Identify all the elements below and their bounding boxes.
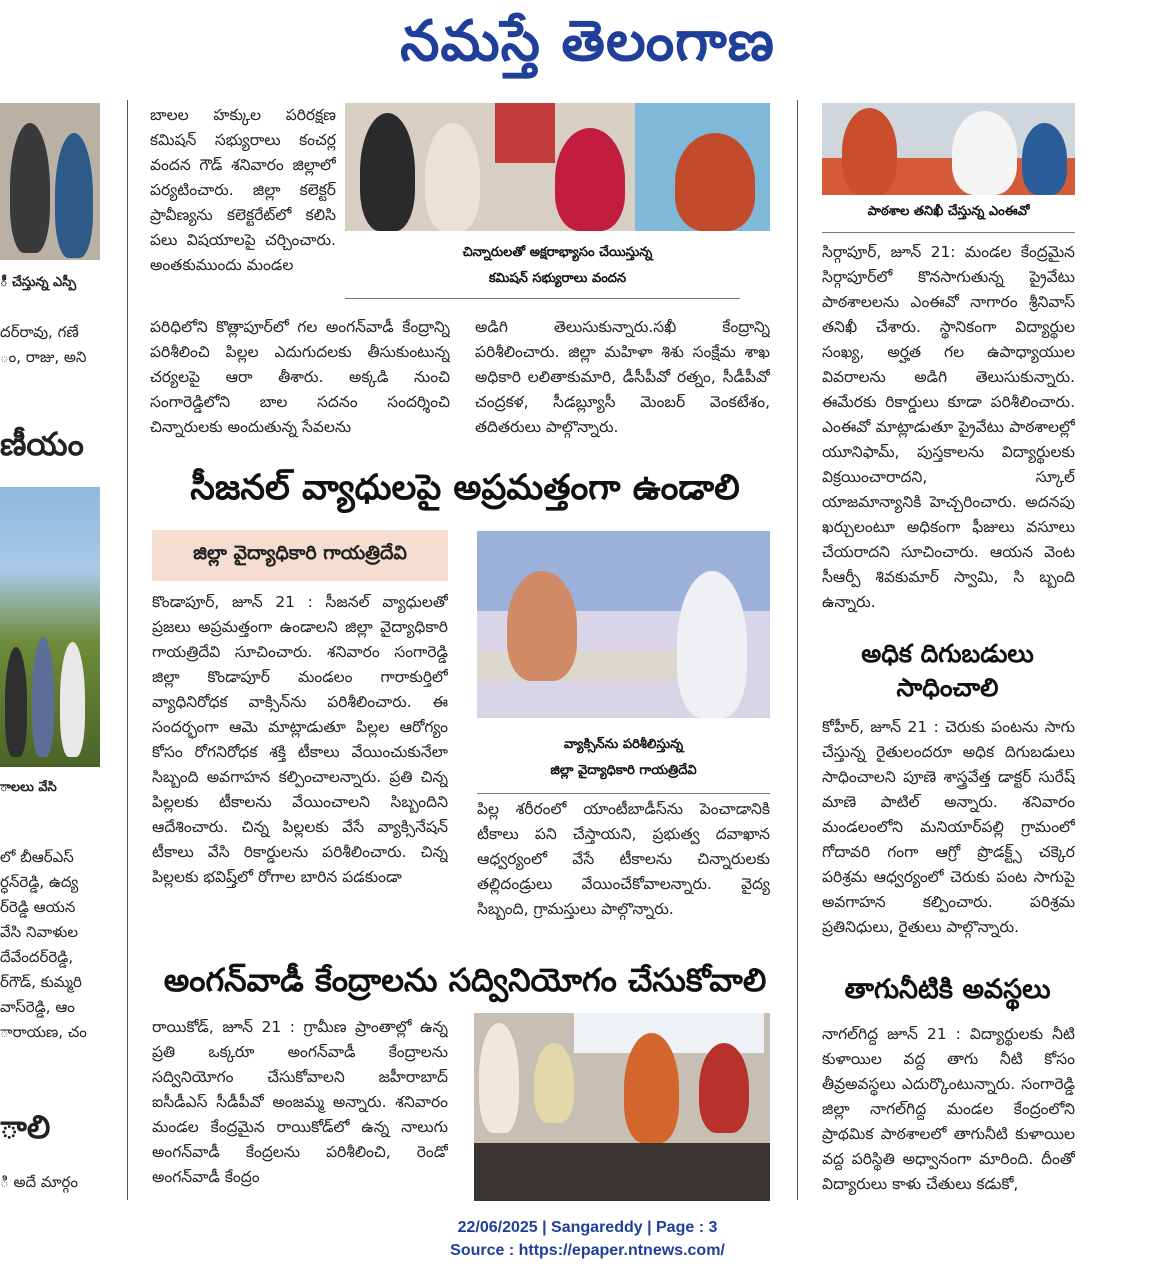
story2-photo [477,531,770,718]
right-headline-b [810,637,1085,705]
caption-line: జిల్లా వైద్యాధికారి గాయత్రిదేవి [550,763,697,778]
story2-caption [477,732,770,784]
left-photo-2 [0,487,100,767]
story2-column1: కొండాపూర్, జూన్ 21 : సీజనల్ వ్యాధులతో ప్రజలు అప్రమత్తంగా ఉండాలని జిల్లా వైద్యాధికారి గాయత్రిదేవి సూచించారు. శనివారం సంగారెడ్డి జిల్లా కొండాపూర్ మండలం గారాకుర్తిలో వ్యాధినిరోధక వాక్సిన్‌ను పరిశీలించారు. ఈ సందర్భంగా ఆమె మాట్లాడుతూ పిల్లల ఆరోగ్యం కోసం రోగనిరోధక శక్తి టీకాలు వేయించుకునేలా సిబ్బంది అవగాహన కల్పించాలన్నారు. ప్రతి చిన్న పిల్లలకు టీకాలను వేయించాలని సిబ్బందిని ఆదేశించారు. చిన్న పిల్లలకు వేసే వ్యాక్సినేషన్ టీకాలు వేసి రికార్డులను పరిశీలించారు. చిన్న పిల్లలకు భవిష్త్‌లో రోగాల బారిన పడకుండా [152,593,448,886]
left-text-a2: ం, రాజు, అని [0,348,87,366]
masthead: నమస్తే తెలంగాణ [400,8,775,74]
story3-column1: రాయికోడ్, జూన్ 21 : గ్రామీణ ప్రాంతాల్లో ఉన్న ప్రతి ఒక్కరూ అంగన్‌వాడీ కేంద్రాలను సద్వినియోగం చేసుకోవాలని జహీరాబాద్ ఐసీడీఎస్ సీడీపీవో అంజమ్మ అన్నారు. శనివారం మండల కేంద్రమైన రాయికోడ్‌లో ఉన్న నాలుగు అంగన్‌వాడీ కేంద్రలను పరిశీలించి, రెండో అంగన్‌వాడీ కేంద్రం [152,1018,448,1186]
right-story-b: కోహీర్, జూన్ 21 : చెరుకు పంటను సాగు చేస్తున్న రైతులందరూ అధిక దిగుబడులు సాధించాలని పూణె శాస్త్రవేత్త డాక్టర్ సురేష్ మాణె పాటిల్ అన్నారు. శనివారం మండలంలోని మనియార్‌పల్లి గ్రామంలో గోదావరి గంగా ఆగ్రో ప్రొడక్ట్స్ చక్కెర పరిశ్రమ ఆధ్వర్యంలో చెరుకు పంట సాగుపై అవగాహన కల్పించారు. పరిశ్రమ ప్రతినిధులు, రైతులు పాల్గొన్నారు. [822,718,1075,936]
right-story-a: సిర్గాపూర్, జూన్ 21: మండల కేంద్రమైన సిర్గాపూర్‌లో కొనసాగుతున్న ప్రైవేటు పాఠశాలలను ఎంఈవో నాగారం శ్రీనివాస్ తనిఖీ చేశారు. స్థానికంగా విద్యార్థుల సంఖ్య, అర్హత గల ఉపాధ్యాయుల వివరాలను అడిగి తెలుసుకున్నారు. ఈమేరకు రికార్డులు కూడా పరిశీలించారు. ఎంఈవో మాట్లాడుతూ ప్రైవేటు పాఠశాలల్లో యూనిఫామ్, పుస్తకాలను విద్యార్థులకు విక్రయించారాదని, స్కూల్ యాజమాన్యానికి హెచ్చరించారు. అదనపు ఖర్చులంటూ అధికంగా ఫీజులు వసూలు చేయరాదని సూచించారు. ఆయన వెంట సీఆర్పీ శివకుమార్ స్వామి, సి బ్బంది ఉన్నారు. [822,243,1075,611]
left-line: ర్‌రెడ్డి ఆయన [0,898,76,916]
caption-line: వ్యాక్సిన్‌ను పరిశీలిస్తున్న [563,737,684,752]
left-headline-2: ాలి [0,1108,51,1146]
caption-line: చిన్నారులతో అక్షరాభ్యాసం చేయిస్తున్న [462,245,653,260]
headline-line: అధిక దిగుబడులు [861,639,1034,668]
left-line: ర్‌గౌడ్, కుమ్మరి [0,973,82,991]
left-text-block-b [0,845,125,1045]
left-line: వేసి నివాళుల [0,923,78,941]
left-line: దేవేందర్‌రెడ్డి, [0,948,74,966]
left-photo-1 [0,103,100,260]
left-line: ర్ధన్‌రెడ్డి, ఉద్య [0,873,79,891]
story2-column2: పిల్ల శరీరంలో యాంటీబాడీస్‌ను పెంచాడానికి టీకాలు పని చేస్తాయని, ప్రభుత్వ దవాఖాన ఆధ్వర్యంలో వేసే టీకాలను చిన్నారులకు తల్లిదండ్రులు వేయించేకోవాలన్నారు. వైద్య సిబ్బంది, గ్రామస్తులు పాల్గొన్నారు. [477,800,770,918]
left-text-a1: దర్‌రావు, గణే [0,323,79,341]
headline-line: సాధించాలి [896,673,999,702]
right-headline-c: తాగునీటికి అవస్థలు [844,974,1051,1005]
story2-caption-rule [477,793,770,794]
story3-headline: అంగన్‌వాడీ కేంద్రాలను సద్వినియోగం చేసుకోవాలి [163,961,767,999]
column-rule-left [127,100,128,1200]
left-line: ారాయణ, చం [0,1023,87,1041]
left-line: వాస్‌రెడ్డి, ఆం [0,998,75,1016]
caption-line: కమిషన్ సభ్యురాలు వందన [488,271,627,286]
story1-column1: బాలల హక్కుల పరిరక్షణ కమిషన్ సభ్యురాలు కంచర్ల వందన గౌడ్ శనివారం జిల్లాలో పర్యటించారు. జిల్లా కలెక్టర్ ప్రావీణ్యను కలెక్టరేట్‌లో కలిసి పలు విషయాలపై చర్చించారు. అంతకుముందు మండల [150,106,336,274]
story1-column2: అడిగి తెలుసుకున్నారు.సఖీ కేంద్రాన్ని పరిశీలించారు. జిల్లా మహిళా శిశు సంక్షేమ శాఖ అధికారి లలితాకుమారి, డీసీపీవో రత్నం, సీడీపీవో చంద్రకళ, సీడబ్ల్యూసీ మెంబర్ వెంకటేశం, తదితరులు పాల్గొన్నారు. [475,318,770,436]
story3-photo [474,1013,770,1201]
story2-subhead: జిల్లా వైద్యాధికారి గాయత్రిదేవి [152,530,448,581]
footer-date-edition: 22/06/2025 | Sangareddy | Page : 3 [457,1219,718,1236]
footer-source: Source : https://epaper.ntnews.com/ [450,1242,725,1259]
story1-caption-rule [345,298,740,299]
right-story-c: నాగల్‌గిద్ద జూన్ 21 : విద్యార్థులకు నీటి కుళాయిల వద్ద తాగు నీటి కోసం తీవ్రఅవస్థలు ఎదుర్కొంటున్నారు. సంగారెడ్డి జిల్లా నాగల్‌గిద్ద మండల కేంద్రంలోని ప్రాథమిక పాఠశాలలో తాగునీటి కుళాయిల వద్ద పరిస్థితి అధ్వానంగా మారింది. దీంతో విద్యారులు కాళు చేతులు కడుకో, [822,1025,1075,1193]
column-rule-right [797,100,798,1200]
left-headline-1: ణీయం [0,425,84,463]
left-text-c1: ి అదే మార్గం [0,1173,78,1191]
left-caption-1: ీ చేస్తున్న ఎస్పీ [0,275,77,290]
story1-column1-cont: పరిధిలోని కొత్లాపూర్‌లో గల అంగన్‌వాడీ కేంద్రాన్ని పరిశీలించి పిల్లల ఎదుగుదలకు తీసుకుంటున్న చర్యలపై ఆరా తీశారు. అక్కడి నుంచి సంగారెడ్డిలోని బాల సదనం సందర్శించి చిన్నారులకు అందుతున్న సేవలను [150,318,450,436]
story1-caption [345,240,770,292]
right-photo [822,103,1075,195]
story2-headline: సీజనల్ వ్యాధులపై అప్రమత్తంగా ఉండాలి [190,468,740,508]
left-caption-2: ాలలు వేసి [0,780,57,795]
left-line: లో బీఆర్ఎస్ [0,848,74,866]
right-caption-rule [822,232,1075,233]
story1-photo [345,103,770,231]
right-caption: పాఠశాల తనిఖీ చేస్తున్న ఎంఈవో [867,204,1030,219]
